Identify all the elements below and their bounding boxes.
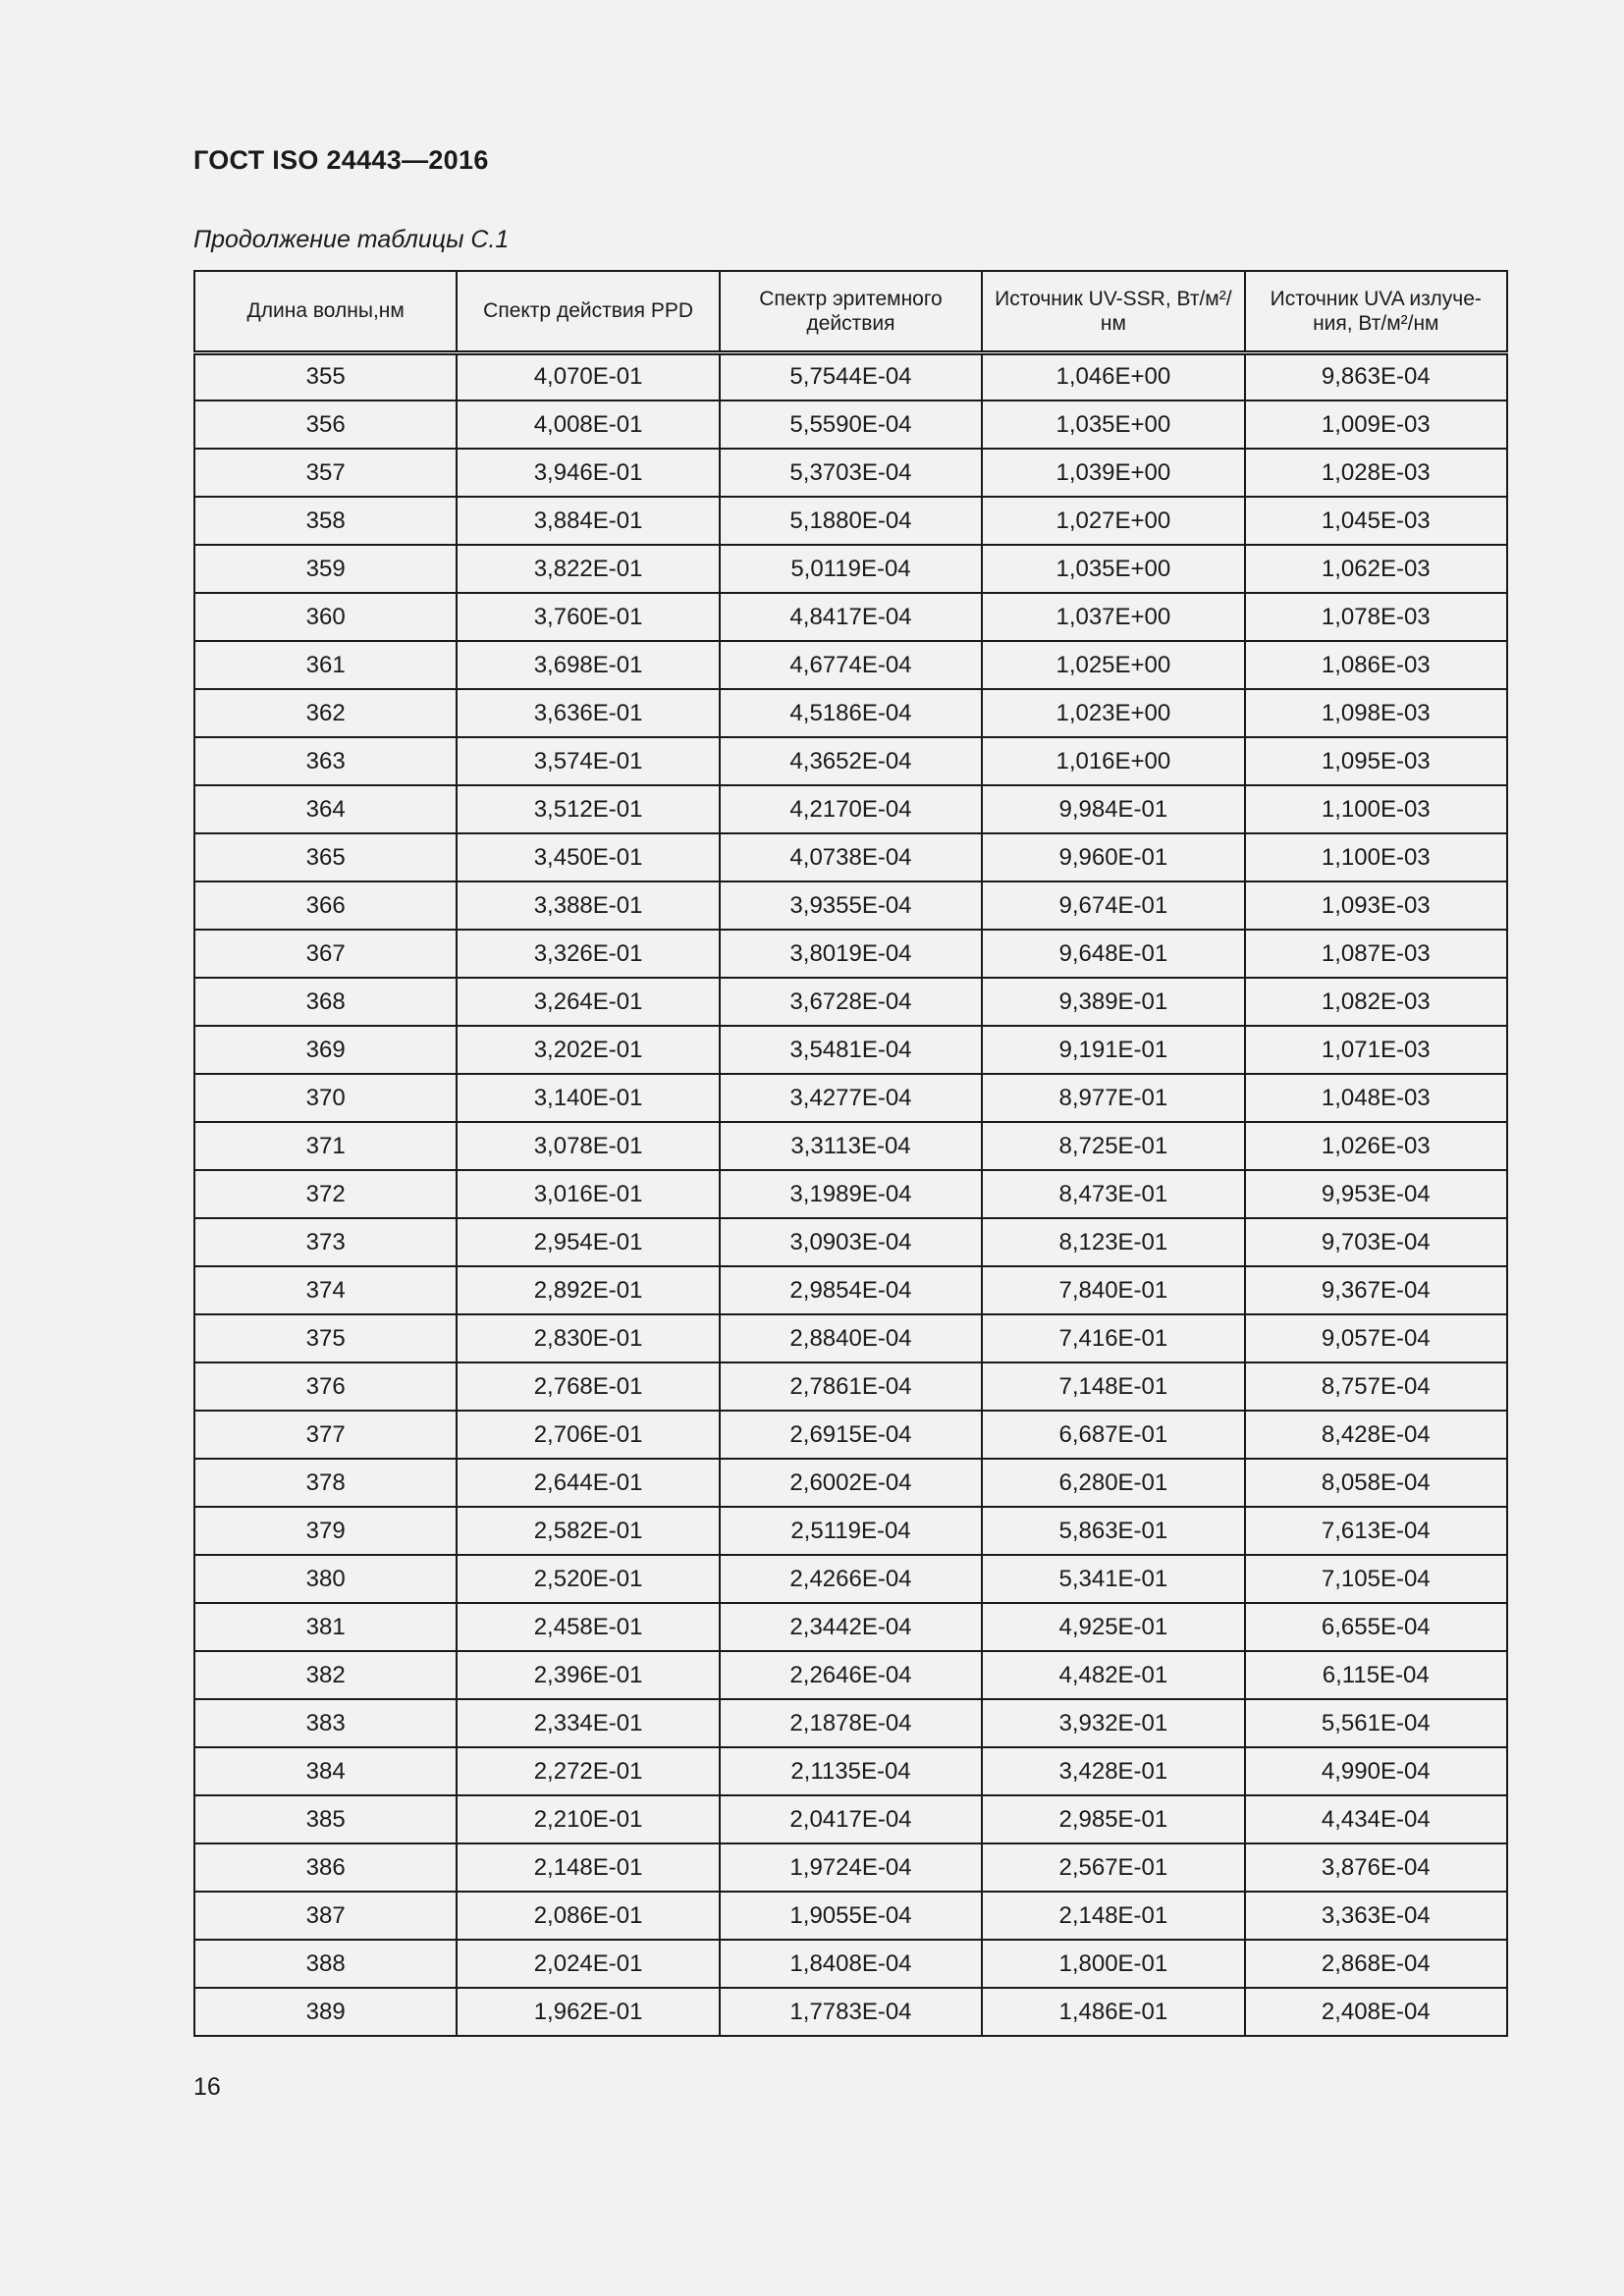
table-row: [194, 1940, 1507, 1988]
table-cell: 389: [194, 1988, 457, 2036]
table-cell: 2,582E-01: [457, 1507, 719, 1555]
table-cell: 3,698E-01: [457, 641, 719, 689]
table-cell: 1,037E+00: [982, 593, 1244, 641]
table-cell: 2,4266E-04: [720, 1555, 982, 1603]
table-cell: 3,8019E-04: [720, 930, 982, 978]
table-cell: 2,985E-01: [982, 1795, 1244, 1843]
table-cell: 3,822E-01: [457, 545, 719, 593]
table-cell: 2,868E-04: [1245, 1940, 1507, 1988]
table-cell: 360: [194, 593, 457, 641]
table-cell: 5,561E-04: [1245, 1699, 1507, 1747]
table-cell: 4,2170E-04: [720, 785, 982, 833]
table-cell: 5,7544E-04: [720, 352, 982, 400]
table-cell: 2,3442E-04: [720, 1603, 982, 1651]
table-cell: 3,388E-01: [457, 881, 719, 930]
table-body: [194, 352, 1507, 2036]
table-row: [194, 1555, 1507, 1603]
table-row: [194, 593, 1507, 641]
table-cell: 2,5119E-04: [720, 1507, 982, 1555]
table-cell: 3,5481E-04: [720, 1026, 982, 1074]
table-cell: 375: [194, 1314, 457, 1362]
table-cell: 1,078E-03: [1245, 593, 1507, 641]
table-cell: 3,760E-01: [457, 593, 719, 641]
table-cell: 6,655E-04: [1245, 1603, 1507, 1651]
table-row: [194, 881, 1507, 930]
table-cell: 2,6002E-04: [720, 1459, 982, 1507]
table-row: [194, 1122, 1507, 1170]
table-cell: 8,123E-01: [982, 1218, 1244, 1266]
table-cell: 9,984E-01: [982, 785, 1244, 833]
table-cell: 9,057E-04: [1245, 1314, 1507, 1362]
table-cell: 2,458E-01: [457, 1603, 719, 1651]
table-cell: 2,272E-01: [457, 1747, 719, 1795]
table-cell: 4,5186E-04: [720, 689, 982, 737]
table-row: [194, 352, 1507, 400]
table-cell: 2,706E-01: [457, 1411, 719, 1459]
table-cell: 1,8408E-04: [720, 1940, 982, 1988]
table-cell: 2,334E-01: [457, 1699, 719, 1747]
table-cell: 362: [194, 689, 457, 737]
table-cell: 7,416E-01: [982, 1314, 1244, 1362]
table-cell: 1,9724E-04: [720, 1843, 982, 1892]
table-cell: 3,428E-01: [982, 1747, 1244, 1795]
table-cell: 2,830E-01: [457, 1314, 719, 1362]
table-cell: 1,098E-03: [1245, 689, 1507, 737]
table-cell: 4,6774E-04: [720, 641, 982, 689]
table-cell: 374: [194, 1266, 457, 1314]
table-cell: 387: [194, 1892, 457, 1940]
table-cell: 7,613E-04: [1245, 1507, 1507, 1555]
column-header: Спектр действия PPD: [457, 271, 719, 352]
table-cell: 364: [194, 785, 457, 833]
table-row: [194, 930, 1507, 978]
table-cell: 4,070E-01: [457, 352, 719, 400]
table-cell: 4,925E-01: [982, 1603, 1244, 1651]
table-cell: 2,024E-01: [457, 1940, 719, 1988]
table-cell: 1,035E+00: [982, 545, 1244, 593]
table-cell: 1,086E-03: [1245, 641, 1507, 689]
table-cell: 2,148E-01: [457, 1843, 719, 1892]
table-cell: 2,954E-01: [457, 1218, 719, 1266]
table-cell: 1,082E-03: [1245, 978, 1507, 1026]
table-cell: 7,148E-01: [982, 1362, 1244, 1411]
table-cell: 3,1989E-04: [720, 1170, 982, 1218]
table-row: [194, 1170, 1507, 1218]
table-cell: 2,1135E-04: [720, 1747, 982, 1795]
table-cell: 1,100E-03: [1245, 785, 1507, 833]
table-row: [194, 1218, 1507, 1266]
table-row: [194, 1603, 1507, 1651]
table-row: [194, 1651, 1507, 1699]
table-cell: 355: [194, 352, 457, 400]
table-cell: 2,8840E-04: [720, 1314, 982, 1362]
table-cell: 6,687E-01: [982, 1411, 1244, 1459]
table-cell: 8,977E-01: [982, 1074, 1244, 1122]
table-cell: 1,962E-01: [457, 1988, 719, 2036]
table-cell: 4,0738E-04: [720, 833, 982, 881]
table-cell: 2,520E-01: [457, 1555, 719, 1603]
table-cell: 1,025E+00: [982, 641, 1244, 689]
table-cell: 373: [194, 1218, 457, 1266]
table-cell: 3,4277E-04: [720, 1074, 982, 1122]
table-header: [194, 271, 1507, 352]
spectral-data-table: [193, 270, 1508, 2037]
table-cell: 2,567E-01: [982, 1843, 1244, 1892]
table-cell: 371: [194, 1122, 457, 1170]
table-cell: 1,087E-03: [1245, 930, 1507, 978]
table-cell: 4,008E-01: [457, 400, 719, 449]
table-cell: 5,1880E-04: [720, 497, 982, 545]
table-cell: 380: [194, 1555, 457, 1603]
table-cell: 359: [194, 545, 457, 593]
column-header: Длина волны,нм: [194, 271, 457, 352]
table-row: [194, 449, 1507, 497]
table-row: [194, 1266, 1507, 1314]
table-cell: 2,396E-01: [457, 1651, 719, 1699]
table-cell: 386: [194, 1843, 457, 1892]
table-cell: 7,840E-01: [982, 1266, 1244, 1314]
table-cell: 358: [194, 497, 457, 545]
table-cell: 1,046E+00: [982, 352, 1244, 400]
table-row: [194, 1892, 1507, 1940]
table-cell: 9,953E-04: [1245, 1170, 1507, 1218]
table-cell: 384: [194, 1747, 457, 1795]
table-cell: 3,946E-01: [457, 449, 719, 497]
table-cell: 1,009E-03: [1245, 400, 1507, 449]
table-cell: 9,389E-01: [982, 978, 1244, 1026]
table-cell: 1,023E+00: [982, 689, 1244, 737]
table-cell: 9,960E-01: [982, 833, 1244, 881]
table-row: [194, 1699, 1507, 1747]
table-row: [194, 400, 1507, 449]
table-cell: 9,863E-04: [1245, 352, 1507, 400]
table-cell: 367: [194, 930, 457, 978]
table-cell: 370: [194, 1074, 457, 1122]
table-cell: 4,990E-04: [1245, 1747, 1507, 1795]
table-cell: 1,045E-03: [1245, 497, 1507, 545]
table-cell: 385: [194, 1795, 457, 1843]
table-cell: 3,6728E-04: [720, 978, 982, 1026]
table-cell: 8,725E-01: [982, 1122, 1244, 1170]
table-cell: 357: [194, 449, 457, 497]
table-cell: 4,482E-01: [982, 1651, 1244, 1699]
table-cell: 3,363E-04: [1245, 1892, 1507, 1940]
table-row: [194, 1507, 1507, 1555]
table-cell: 3,884E-01: [457, 497, 719, 545]
table-cell: 9,674E-01: [982, 881, 1244, 930]
table-cell: 2,1878E-04: [720, 1699, 982, 1747]
table-cell: 381: [194, 1603, 457, 1651]
table-caption: Продолжение таблицы С.1: [193, 226, 510, 253]
table-row: [194, 1362, 1507, 1411]
table-cell: 1,7783E-04: [720, 1988, 982, 2036]
table-row: [194, 1988, 1507, 2036]
table-cell: 356: [194, 400, 457, 449]
table-cell: 5,3703E-04: [720, 449, 982, 497]
page-number: 16: [193, 2073, 221, 2101]
table-cell: 3,140E-01: [457, 1074, 719, 1122]
table-cell: 3,016E-01: [457, 1170, 719, 1218]
table-row: [194, 1314, 1507, 1362]
table-cell: 388: [194, 1940, 457, 1988]
table-row: [194, 545, 1507, 593]
column-header: Спектр эритемного действия: [720, 271, 982, 352]
table-cell: 5,5590E-04: [720, 400, 982, 449]
table-cell: 4,434E-04: [1245, 1795, 1507, 1843]
column-header: Источник UVA излуче-ния, Вт/м²/нм: [1245, 271, 1507, 352]
table-cell: 5,0119E-04: [720, 545, 982, 593]
table-cell: 1,9055E-04: [720, 1892, 982, 1940]
table-row: [194, 785, 1507, 833]
table-cell: 361: [194, 641, 457, 689]
table-row: [194, 641, 1507, 689]
table-cell: 8,428E-04: [1245, 1411, 1507, 1459]
table-cell: 363: [194, 737, 457, 785]
table-cell: 2,0417E-04: [720, 1795, 982, 1843]
table-cell: 378: [194, 1459, 457, 1507]
table-cell: 2,9854E-04: [720, 1266, 982, 1314]
table-cell: 1,093E-03: [1245, 881, 1507, 930]
table-cell: 5,341E-01: [982, 1555, 1244, 1603]
table-cell: 1,486E-01: [982, 1988, 1244, 2036]
table-cell: 8,058E-04: [1245, 1459, 1507, 1507]
table-cell: 8,757E-04: [1245, 1362, 1507, 1411]
table-cell: 9,703E-04: [1245, 1218, 1507, 1266]
table-cell: 7,105E-04: [1245, 1555, 1507, 1603]
table-cell: 3,512E-01: [457, 785, 719, 833]
table-cell: 3,932E-01: [982, 1699, 1244, 1747]
table-cell: 1,095E-03: [1245, 737, 1507, 785]
table-cell: 3,0903E-04: [720, 1218, 982, 1266]
table-cell: 6,280E-01: [982, 1459, 1244, 1507]
table-cell: 372: [194, 1170, 457, 1218]
table-cell: 1,028E-03: [1245, 449, 1507, 497]
table-cell: 6,115E-04: [1245, 1651, 1507, 1699]
table-cell: 3,078E-01: [457, 1122, 719, 1170]
table-cell: 3,326E-01: [457, 930, 719, 978]
table-cell: 3,574E-01: [457, 737, 719, 785]
table-cell: 2,6915E-04: [720, 1411, 982, 1459]
table-row: [194, 1411, 1507, 1459]
table-row: [194, 737, 1507, 785]
table-cell: 1,016E+00: [982, 737, 1244, 785]
table-header-row: [194, 271, 1507, 352]
table-cell: 3,202E-01: [457, 1026, 719, 1074]
table-cell: 377: [194, 1411, 457, 1459]
document-title: ГОСТ ISO 24443—2016: [193, 145, 489, 175]
table-cell: 1,048E-03: [1245, 1074, 1507, 1122]
column-header: Источник UV-SSR, Вт/м²/нм: [982, 271, 1244, 352]
table-cell: 365: [194, 833, 457, 881]
table-row: [194, 833, 1507, 881]
table-cell: 3,876E-04: [1245, 1843, 1507, 1892]
table-cell: 1,062E-03: [1245, 545, 1507, 593]
table-row: [194, 1747, 1507, 1795]
table-cell: 5,863E-01: [982, 1507, 1244, 1555]
table-row: [194, 689, 1507, 737]
table-row: [194, 978, 1507, 1026]
table-cell: 1,035E+00: [982, 400, 1244, 449]
table-cell: 4,3652E-04: [720, 737, 982, 785]
table-cell: 382: [194, 1651, 457, 1699]
table-row: [194, 1074, 1507, 1122]
table-cell: 1,039E+00: [982, 449, 1244, 497]
table-cell: 366: [194, 881, 457, 930]
table-cell: 368: [194, 978, 457, 1026]
table-cell: 2,408E-04: [1245, 1988, 1507, 2036]
table-cell: 2,086E-01: [457, 1892, 719, 1940]
table-row: [194, 1026, 1507, 1074]
table-cell: 9,191E-01: [982, 1026, 1244, 1074]
table-cell: 1,100E-03: [1245, 833, 1507, 881]
table-cell: 376: [194, 1362, 457, 1411]
table-cell: 383: [194, 1699, 457, 1747]
table-cell: 3,450E-01: [457, 833, 719, 881]
table-cell: 3,9355E-04: [720, 881, 982, 930]
table-cell: 8,473E-01: [982, 1170, 1244, 1218]
table-row: [194, 1459, 1507, 1507]
table-cell: 3,264E-01: [457, 978, 719, 1026]
table-cell: 3,636E-01: [457, 689, 719, 737]
table-cell: 9,367E-04: [1245, 1266, 1507, 1314]
table-cell: 2,148E-01: [982, 1892, 1244, 1940]
table-cell: 2,768E-01: [457, 1362, 719, 1411]
table-cell: 1,026E-03: [1245, 1122, 1507, 1170]
table-cell: 4,8417E-04: [720, 593, 982, 641]
table-row: [194, 497, 1507, 545]
table-row: [194, 1795, 1507, 1843]
table-cell: 369: [194, 1026, 457, 1074]
table-cell: 1,071E-03: [1245, 1026, 1507, 1074]
table-cell: 9,648E-01: [982, 930, 1244, 978]
table-cell: 3,3113E-04: [720, 1122, 982, 1170]
table-cell: 1,800E-01: [982, 1940, 1244, 1988]
table-cell: 1,027E+00: [982, 497, 1244, 545]
table-cell: 2,2646E-04: [720, 1651, 982, 1699]
table-cell: 2,892E-01: [457, 1266, 719, 1314]
table-row: [194, 1843, 1507, 1892]
table-cell: 2,210E-01: [457, 1795, 719, 1843]
table-cell: 379: [194, 1507, 457, 1555]
table-cell: 2,644E-01: [457, 1459, 719, 1507]
table-cell: 2,7861E-04: [720, 1362, 982, 1411]
